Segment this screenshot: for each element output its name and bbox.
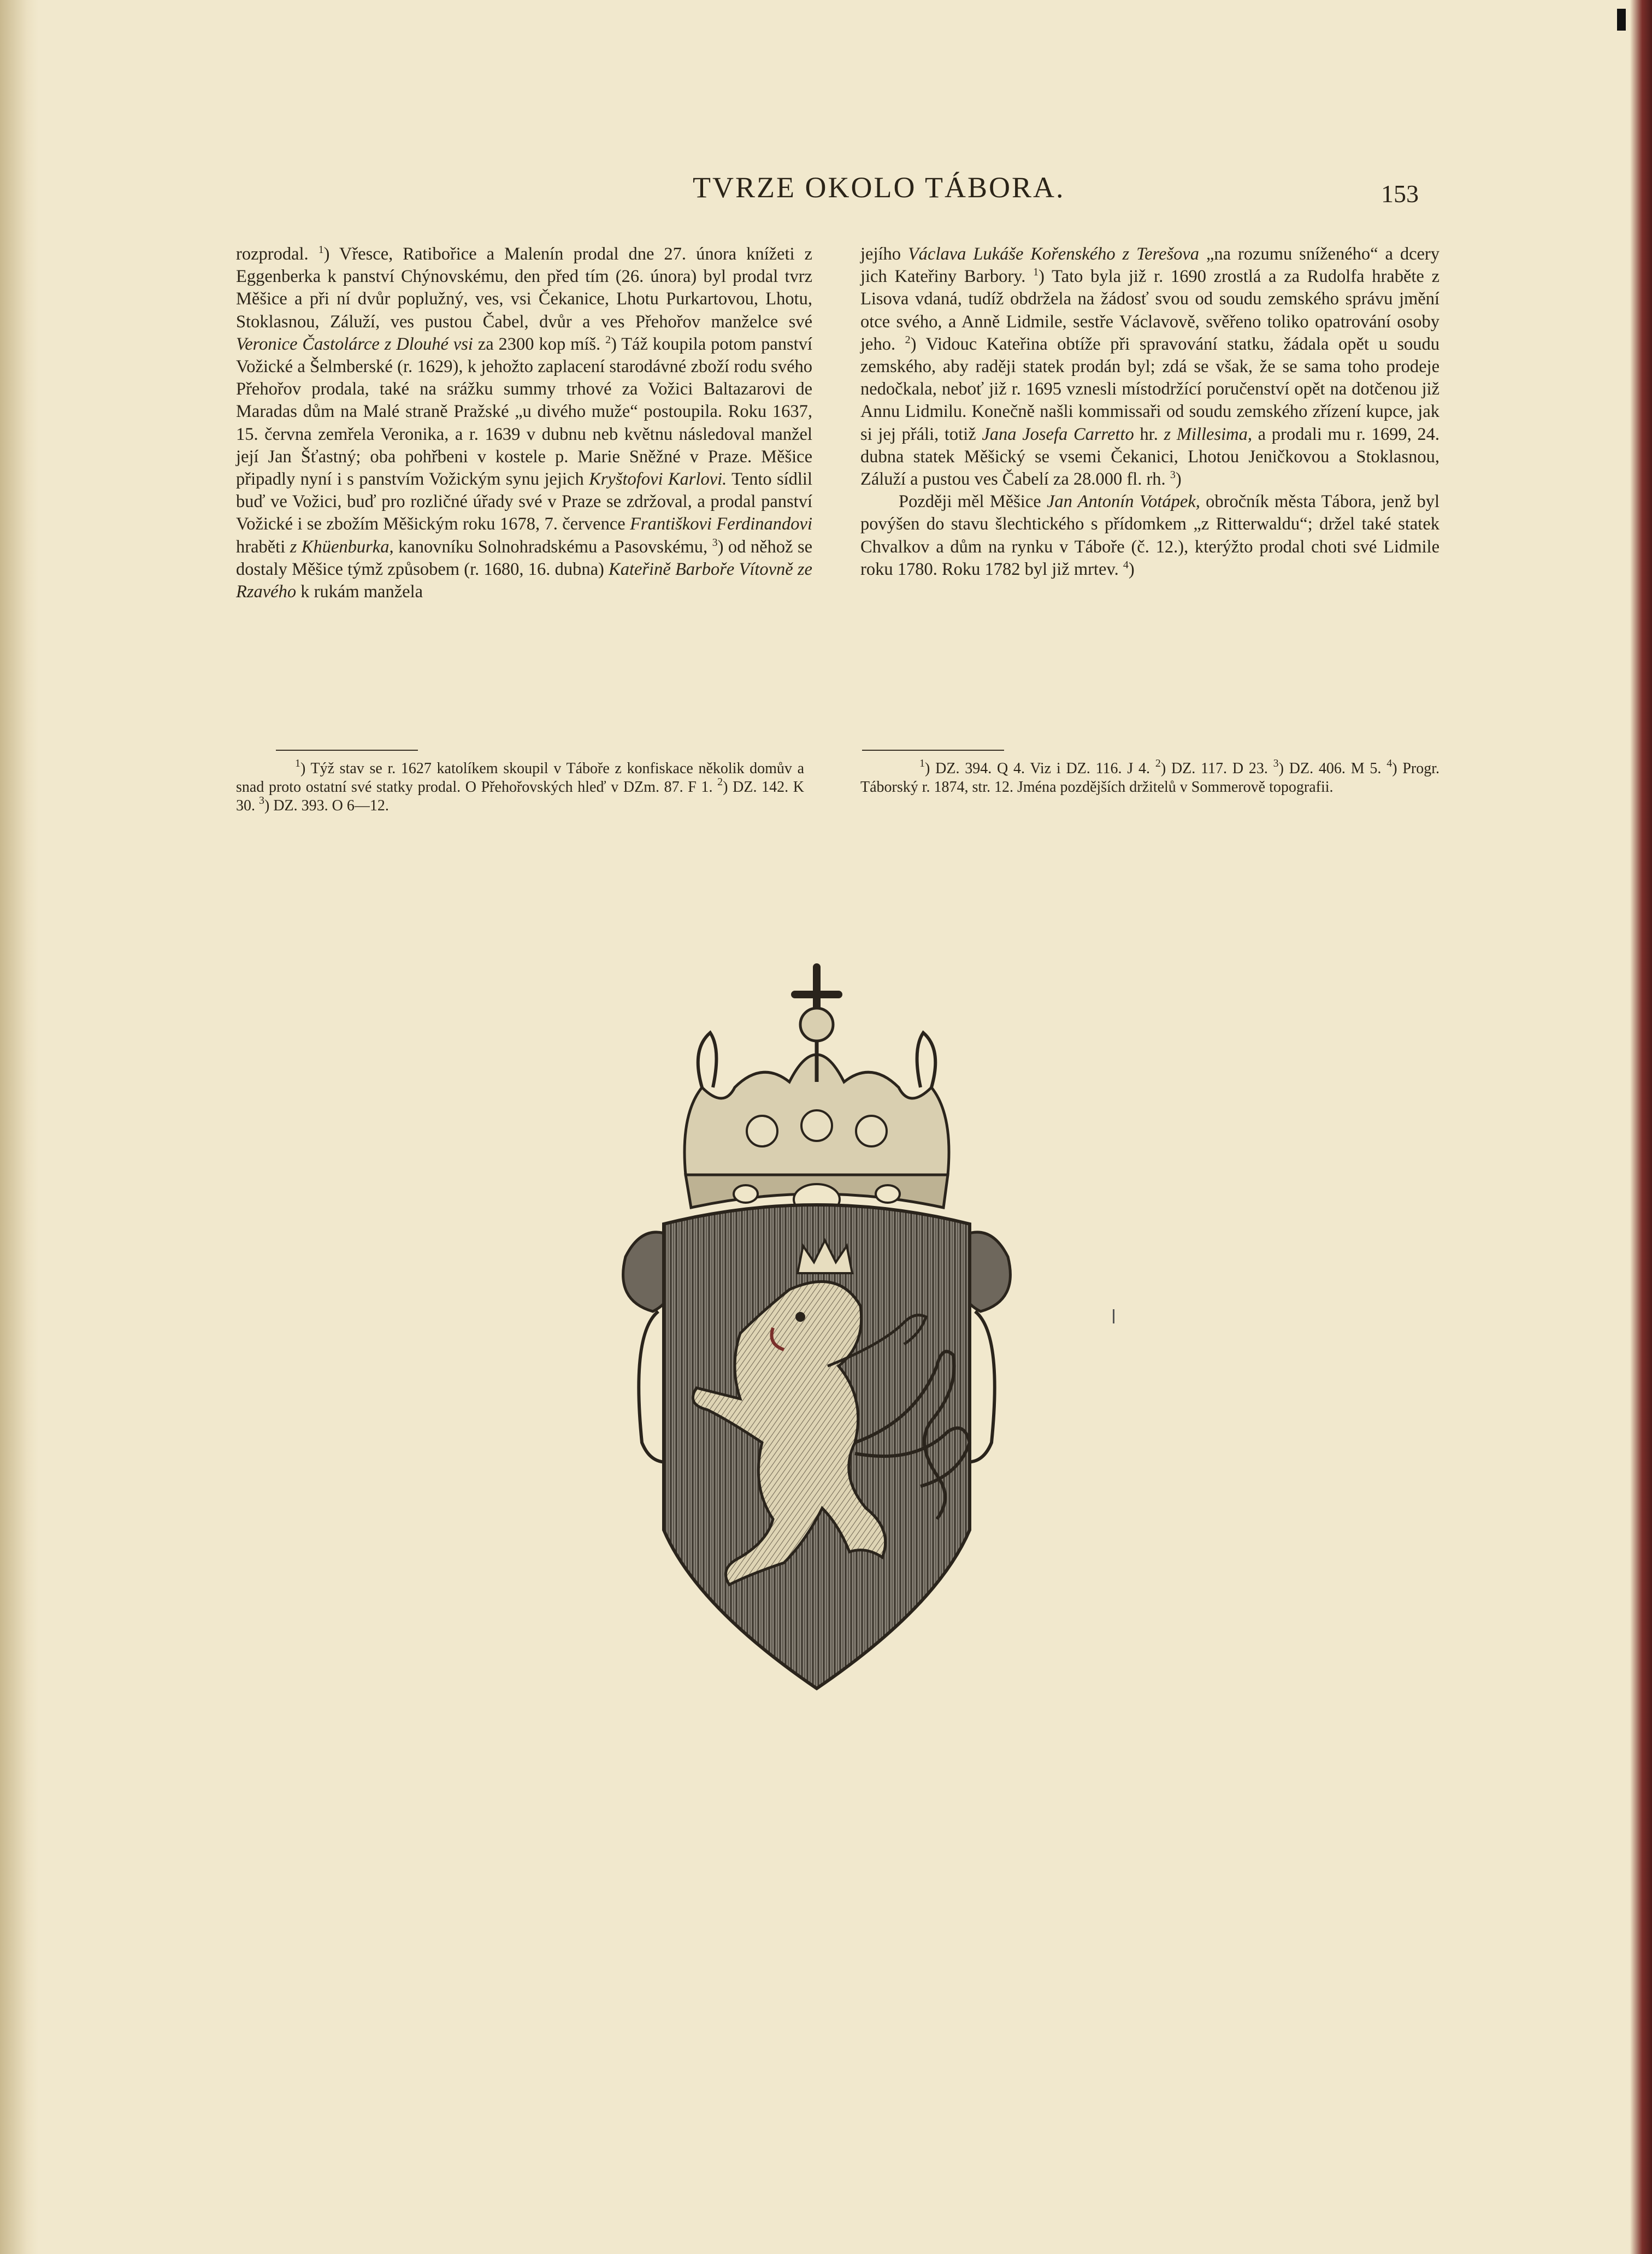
italic-name: Františkovi Ferdinandovi — [630, 514, 812, 534]
page-gutter-shadow — [0, 0, 38, 2254]
footnote-marker: 1 — [919, 757, 925, 769]
text-run: Tento sídlil buď ve Vožici, buď pro rozličné úřady své v Praze se zdržoval, a prodal panství Vožické i se zbožím Měšickým roku 1678, 7. července — [236, 469, 812, 534]
text-run: ) — [1128, 559, 1135, 579]
text-run: ) DZ. 406. M 5. — [1278, 760, 1387, 777]
crown-icon — [685, 967, 949, 1215]
text-run: za 2300 kop míš. — [473, 334, 606, 354]
footnote-marker: 4 — [1123, 558, 1129, 571]
paragraph — [860, 491, 1439, 581]
text-run: ) od něhož se dostaly Měšice týmž způsobem (r. 1680, 16. dubna) — [236, 537, 813, 579]
left-text-column — [236, 243, 812, 603]
book-cover-edge — [1630, 0, 1652, 2254]
text-run: jejího — [860, 244, 908, 264]
text-run: ) DZ. 394. Q 4. Viz i DZ. 116. J 4. — [925, 760, 1155, 777]
footnote-marker: 3 — [712, 536, 718, 549]
text-run: a prodali mu r. 1699, 24. dubna statek Měšický se vsemi Čekanici, Lhotou Jeničkovou a Stoklasnou, Záluží a pustou ves Čabelí za 28.000 fl. rh. — [860, 424, 1440, 490]
text-run: k rukám manžela — [296, 582, 423, 602]
footnote-separator-left — [276, 750, 418, 751]
footnote-marker: 2 — [905, 333, 911, 346]
footnote-marker: 2 — [717, 776, 723, 788]
right-text-column — [860, 243, 1439, 581]
italic-name: Kateřině Barboře Vítovně ze Rzavého — [236, 559, 812, 602]
footnotes-right — [860, 757, 1439, 797]
text-run: hraběti — [236, 537, 290, 557]
italic-name: z Khüenburka, — [290, 537, 394, 557]
footnote-marker: 1 — [1033, 266, 1039, 279]
text-run: ) Týž stav se r. 1627 katolíkem skoupil v Táboře z konfiskace několik domův a snad proto ostatní své statky prodal. O Přehořovských hleď v DZm. 87. F 1. — [236, 760, 804, 796]
text-run: ) — [1175, 469, 1182, 490]
running-title: TVRZE OKOLO TÁBORA. — [693, 171, 1065, 204]
italic-name: Václava Lukáše Kořenského z Terešova — [907, 244, 1200, 264]
footnote-marker: 1 — [295, 757, 300, 769]
footnote-separator-right — [862, 750, 1004, 751]
text-run: Později měl Měšice — [899, 492, 1047, 512]
page-number: 153 — [1381, 180, 1419, 208]
footnote-marker: 2 — [605, 333, 611, 346]
italic-name: Kryštofovi Karlovi. — [589, 469, 727, 490]
text-run: ) Táž koupila potom panství Vožické a Šelmberské (r. 1629), k jehožto zaplacení starodávné zboží rodu svého Přehořov prodala, také na srážku summy trhové za Vožici Baltazarovi de Maradas dům na Malé straně Pražské „u divého muže“ postoupila. Roku 1637, 15. června zemřela Veronika, a r. 1639 v dubnu neb květnu následoval manžel její Jan Šťastný; oba pohřbeni v kostele p. Marie Sněžné v Praze. Měšice připadly nyní i s panstvím Vožickým synu jejich — [236, 334, 812, 490]
text-run: kanovníku Solnohradskému a Pasovskému, — [393, 537, 712, 557]
coat-of-arms-illustration — [609, 951, 1024, 1705]
italic-name: Veronice Častolárce z Dlouhé vsi — [236, 334, 473, 354]
stray-mark — [1113, 1309, 1114, 1323]
text-run: hr. — [1134, 424, 1164, 444]
text-run: „na rozumu sníženého“ a dcery jich Kateřiny Barbory. — [860, 244, 1439, 287]
italic-name: z Millesima, — [1164, 424, 1252, 444]
text-run: ) Vidouc Kateřina obtíže při spravování statku, žádala opět u soudu zemského, aby raději statek prodán byl; zdá se však, že se sama toho prodeje nedočkala, neboť již r. 1695 vznesli místodržící poručenství opět na dotčenou již Annu Lidmilu. Konečně našli kommissaři od soudu zemského zřízení kupce, jak si jej přáli, totiž — [860, 334, 1439, 444]
text-run: ) Progr. Táborský r. 1874, str. 12. Jména pozdějších držitelů v Sommerově topografii. — [860, 760, 1439, 796]
paragraph — [860, 757, 1439, 797]
text-run: obročník města Tábora, jenž byl povýšen do stavu šlechtického s přídomkem „z Ritterwaldu“; držel také statek Chvalkov a dům na rynku v Táboře (č. 12.), kterýžto prodal choti své Lidmile roku 1780. Roku 1782 byl již mrtev. — [860, 492, 1439, 579]
footnote-marker: 3 — [1273, 757, 1279, 769]
footnotes-left — [236, 757, 804, 815]
italic-name: Jan Antonín Votápek, — [1047, 492, 1200, 512]
paragraph — [860, 243, 1439, 491]
paragraph — [236, 757, 804, 815]
text-run: ) Vřesce, Ratibořice a Malenín prodal dne 27. února knížeti z Eggenberka k panství Chýnovskému, den před tím (26. února) byl prodal tvrz Měšice a při ní dvůr poplužný, ves, vsi Čekanice, Lhotu Purkartovou, Lhotu, Stoklasnou, Záluží, ves pustou Čabel, dvůr a ves Přehořov manželce své — [236, 244, 812, 332]
text-run: rozprodal. — [236, 244, 318, 264]
italic-name: Jana Josefa Carretto — [982, 424, 1134, 444]
text-run: ) DZ. 117. D 23. — [1160, 760, 1273, 777]
text-run: ) Tato byla již r. 1690 zrostlá a za Rudolfa hraběte z Lisova vdaná, tudíž obdržela na žádosť svou od soudu zemského správu jmění otce svého, a Anně Lidmile, sestře Václavově, svěřeno toliko opatrování osoby jeho. — [860, 267, 1440, 354]
text-run: ) DZ. 393. O 6—12. — [264, 797, 389, 814]
footnote-marker: 1 — [318, 244, 324, 256]
paragraph — [236, 243, 812, 603]
scan-corner-mark — [1617, 9, 1626, 31]
text-run: ) DZ. 142. K 30. — [236, 779, 804, 814]
footnote-marker: 2 — [1155, 757, 1161, 769]
footnote-marker: 3 — [1170, 469, 1176, 481]
footnote-marker: 3 — [259, 795, 264, 807]
footnote-marker: 4 — [1386, 757, 1393, 769]
